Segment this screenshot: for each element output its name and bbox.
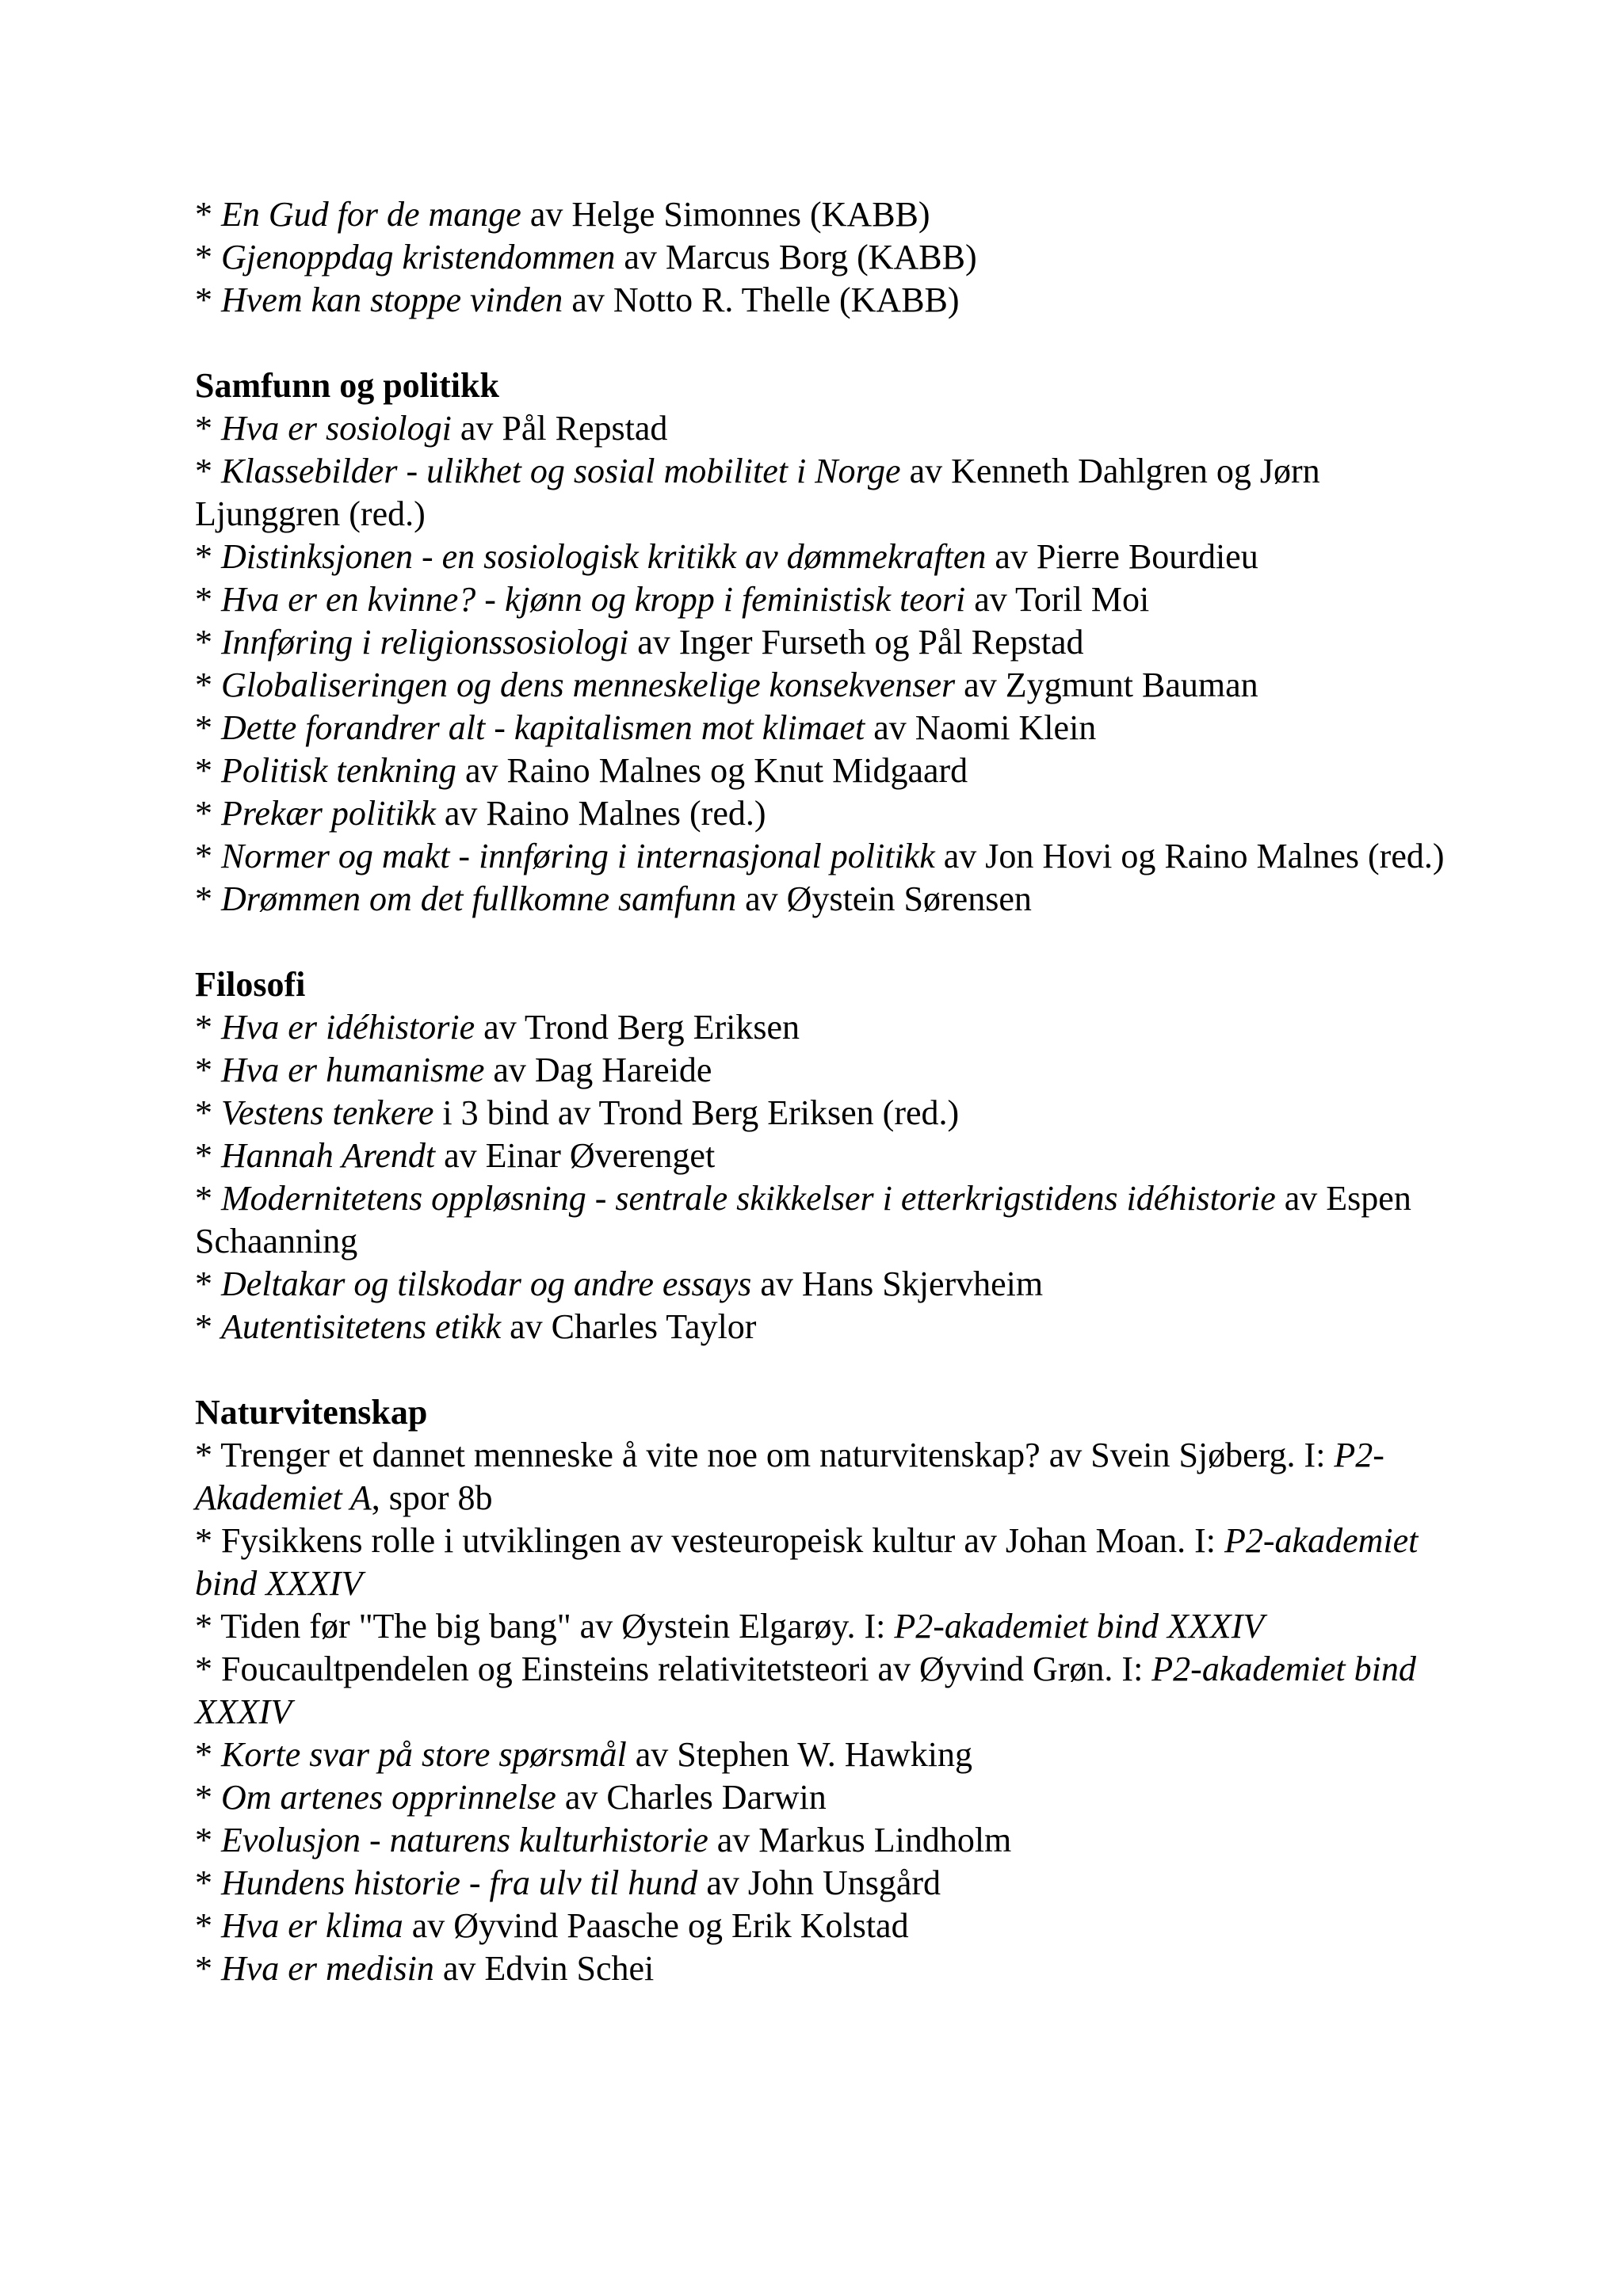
list-item [195, 878, 1447, 921]
book-title: Vestens tenkere [221, 1093, 434, 1132]
list-item [195, 1177, 1447, 1263]
bullet: * [195, 452, 221, 490]
bullet: * [195, 1051, 221, 1089]
author-text: av Charles Darwin [556, 1778, 827, 1817]
bullet: * [195, 1136, 221, 1175]
article-item [195, 1648, 1447, 1733]
book-title: Prekær politikk [221, 794, 436, 833]
book-title: Normer og makt - innføring i internasjonal politikk [221, 837, 935, 875]
author-text: av Charles Taylor [501, 1307, 757, 1346]
bullet: * [195, 1735, 221, 1774]
list-item [195, 1819, 1447, 1862]
bullet: * [195, 1821, 221, 1859]
article-text: * Trenger et dannet menneske å vite noe om naturvitenskap? av Svein Sjøberg. I: [195, 1436, 1335, 1474]
list-item [195, 1092, 1447, 1135]
book-title: Hva er sosiologi [221, 409, 452, 448]
author-text: i 3 bind av Trond Berg Eriksen (red.) [433, 1093, 960, 1132]
spacer [195, 1348, 1447, 1391]
section-heading-samfunn: Samfunn og politikk [195, 366, 499, 405]
book-title: Hva er en kvinne? - kjønn og kropp i feministisk teori [221, 580, 966, 619]
author-text: av Raino Malnes og Knut Midgaard [456, 751, 968, 790]
bullet: * [195, 280, 221, 319]
book-title: Autentisitetens etikk [221, 1307, 502, 1346]
source-title: P2-Akademiet A [195, 1436, 1384, 1517]
author-text: av Marcus Borg (KABB) [615, 238, 977, 277]
list-item [195, 835, 1447, 878]
book-title: Hva er idéhistorie [221, 1008, 475, 1047]
bullet: * [195, 666, 221, 704]
article-text: * Foucaultpendelen og Einsteins relativitetsteori av Øyvind Grøn. I: [195, 1650, 1152, 1688]
author-text: av Stephen W. Hawking [626, 1735, 973, 1774]
author-text: av Pierre Bourdieu [986, 537, 1258, 576]
section-heading-filosofi: Filosofi [195, 965, 306, 1004]
spacer [195, 322, 1447, 364]
author-text: av Toril Moi [965, 580, 1150, 619]
source-title: P2-akademiet bind XXXIV [894, 1607, 1265, 1646]
article-item [195, 1605, 1447, 1648]
list-item [195, 1006, 1447, 1049]
list-item [195, 1947, 1447, 1990]
book-title: Om artenes opprinnelse [221, 1778, 556, 1817]
list-item [195, 536, 1447, 578]
bullet: * [195, 751, 221, 790]
bullet: * [195, 1949, 221, 1988]
list-item [195, 1776, 1447, 1819]
author-text: av Helge Simonnes (KABB) [521, 195, 930, 234]
bullet: * [195, 1863, 221, 1902]
article-text: * Tiden før "The big bang" av Øystein Elgarøy. I: [195, 1607, 895, 1646]
document-page [195, 193, 1447, 1990]
author-text: av Dag Hareide [484, 1051, 712, 1089]
author-text: av Markus Lindholm [708, 1821, 1012, 1859]
book-title: Globaliseringen og dens menneskelige konsekvenser [221, 666, 956, 704]
book-title: Dette forandrer alt - kapitalismen mot klimaet [221, 708, 865, 747]
list-item [195, 1862, 1447, 1905]
author-text: av Inger Furseth og Pål Repstad [628, 623, 1084, 662]
book-title: Drømmen om det fullkomne samfunn [221, 879, 737, 918]
book-title: Korte svar på store spørsmål [221, 1735, 627, 1774]
book-title: Gjenoppdag kristendommen [221, 238, 616, 277]
book-title: Hva er humanisme [221, 1051, 485, 1089]
book-title: En Gud for de mange [221, 195, 521, 234]
list-item [195, 1135, 1447, 1177]
bullet: * [195, 1179, 221, 1218]
author-text: av Raino Malnes (red.) [435, 794, 766, 833]
source-suffix: , spor 8b [371, 1478, 493, 1517]
bullet: * [195, 580, 221, 619]
source-title: P2-akademiet bind XXXIV [195, 1650, 1416, 1731]
author-text: av Notto R. Thelle (KABB) [563, 280, 960, 319]
author-text: av John Unsgård [697, 1863, 941, 1902]
list-item [195, 279, 1447, 322]
list-item [195, 792, 1447, 835]
book-title: Modernitetens oppløsning - sentrale skikkelser i etterkrigstidens idéhistorie [221, 1179, 1276, 1218]
author-text: av Naomi Klein [865, 708, 1097, 747]
book-title: Innføring i religionssosiologi [221, 623, 629, 662]
book-title: Hannah Arendt [221, 1136, 436, 1175]
bullet: * [195, 195, 221, 234]
bullet: * [195, 409, 221, 448]
article-item [195, 1520, 1447, 1605]
article-item [195, 1434, 1447, 1520]
book-title: Hvem kan stoppe vinden [221, 280, 563, 319]
list-item [195, 707, 1447, 749]
source-title: P2-akademiet bind XXXIV [195, 1521, 1419, 1603]
list-item [195, 450, 1447, 536]
book-title: Hundens historie - fra ulv til hund [221, 1863, 698, 1902]
author-text: av Øyvind Paasche og Erik Kolstad [403, 1906, 909, 1945]
book-title: Hva er medisin [221, 1949, 434, 1988]
author-text: av Einar Øverenget [435, 1136, 716, 1175]
bullet: * [195, 537, 221, 576]
bullet: * [195, 794, 221, 833]
bullet: * [195, 623, 221, 662]
author-text: av Øystein Sørensen [736, 879, 1032, 918]
list-item [195, 236, 1447, 279]
bullet: * [195, 708, 221, 747]
author-text: av Edvin Schei [433, 1949, 655, 1988]
bullet: * [195, 879, 221, 918]
book-title: Politisk tenkning [221, 751, 456, 790]
list-item [195, 1733, 1447, 1776]
author-text: av Pål Repstad [451, 409, 668, 448]
bullet: * [195, 1778, 221, 1817]
list-item [195, 578, 1447, 621]
bullet: * [195, 1264, 221, 1303]
section-heading-naturvitenskap: Naturvitenskap [195, 1393, 428, 1432]
book-title: Hva er klima [221, 1906, 403, 1945]
author-text: av Hans Skjervheim [751, 1264, 1044, 1303]
list-item [195, 621, 1447, 664]
list-item [195, 1306, 1447, 1348]
bullet: * [195, 837, 221, 875]
bullet: * [195, 1307, 221, 1346]
book-title: Deltakar og tilskodar og andre essays [221, 1264, 752, 1303]
list-item [195, 749, 1447, 792]
bullet: * [195, 238, 221, 277]
book-title: Evolusjon - naturens kulturhistorie [221, 1821, 708, 1859]
author-text: av Zygmunt Bauman [955, 666, 1258, 704]
list-item [195, 1049, 1447, 1092]
list-item [195, 664, 1447, 707]
author-text: av Kenneth Dahlgren og Jørn Ljunggren (red.) [195, 452, 1320, 533]
list-item [195, 1905, 1447, 1947]
article-text: * Fysikkens rolle i utviklingen av vesteuropeisk kultur av Johan Moan. I: [195, 1521, 1225, 1560]
bullet: * [195, 1008, 221, 1047]
list-item [195, 407, 1447, 450]
bullet: * [195, 1093, 221, 1132]
author-text: av Jon Hovi og Raino Malnes (red.) [934, 837, 1445, 875]
book-title: Distinksjonen - en sosiologisk kritikk av dømmekraften [221, 537, 987, 576]
author-text: av Espen Schaanning [195, 1179, 1411, 1261]
list-item [195, 193, 1447, 236]
author-text: av Trond Berg Eriksen [475, 1008, 800, 1047]
list-item [195, 1263, 1447, 1306]
book-title: Klassebilder - ulikhet og sosial mobilitet i Norge [221, 452, 901, 490]
spacer [195, 921, 1447, 963]
bullet: * [195, 1906, 221, 1945]
